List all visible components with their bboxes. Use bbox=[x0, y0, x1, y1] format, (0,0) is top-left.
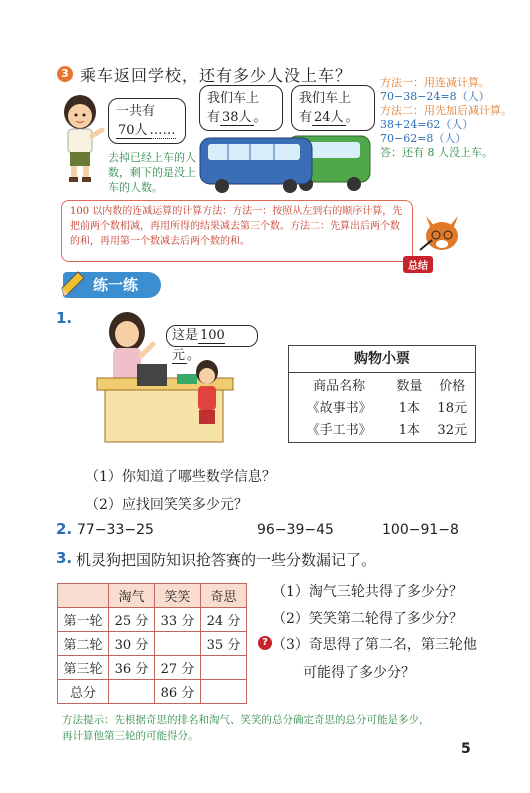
method2-calc2: 70−62=8（人） bbox=[380, 132, 467, 145]
score-header-cell: 笑笑 bbox=[155, 584, 201, 608]
q3-sub1: （1）淘气三轮共得了多少分？ bbox=[272, 584, 463, 600]
score-cell: 第一轮 bbox=[58, 608, 109, 632]
q1-number: 1. bbox=[56, 309, 73, 327]
score-header-cell: 淘气 bbox=[109, 584, 155, 608]
price-speech-bubble bbox=[166, 325, 258, 363]
bubble-total-line1: 一共有 bbox=[116, 104, 156, 119]
methods-panel bbox=[380, 76, 515, 160]
total-dots: …… bbox=[149, 123, 176, 138]
bus1-people-value: 38人 bbox=[222, 110, 252, 125]
q1-sub2: （2）应找回笑笑多少元？ bbox=[85, 497, 248, 513]
score-cell bbox=[109, 680, 155, 704]
score-cell: 第二轮 bbox=[58, 632, 109, 656]
score-header-cell bbox=[58, 584, 109, 608]
score-cell bbox=[201, 656, 247, 680]
q3-number: 3. bbox=[56, 549, 73, 567]
bus1-line1: 我们车上 bbox=[207, 91, 260, 106]
question-mark-icon: ? bbox=[258, 636, 272, 650]
q2-expression: 96−39−45 bbox=[257, 522, 334, 538]
bus1-suffix: 。 bbox=[253, 110, 267, 125]
practice-heading-label: 练一练 bbox=[93, 276, 139, 294]
q3-sub3-line1: （3）奇思得了第二名，第三轮他 bbox=[272, 637, 477, 653]
score-header-cell: 奇思 bbox=[201, 584, 247, 608]
receipt-cell: 1本 bbox=[398, 422, 420, 438]
receipt-header-cell: 价格 bbox=[439, 378, 466, 394]
score-cell: 33 分 bbox=[155, 608, 201, 632]
score-cell: 36 分 bbox=[109, 656, 155, 680]
q3-text: 机灵狗把国防知识抢答赛的一些分数漏记了。 bbox=[76, 551, 377, 569]
score-cell: 25 分 bbox=[109, 608, 155, 632]
buses-illustration bbox=[198, 128, 374, 194]
score-cell bbox=[155, 632, 201, 656]
score-cell: 27 分 bbox=[155, 656, 201, 680]
receipt-cell: 《故事书》 bbox=[306, 400, 372, 416]
receipt-header-cell: 商品名称 bbox=[313, 378, 366, 394]
speech-suffix: 。 bbox=[187, 348, 201, 363]
bus2-line1: 我们车上 bbox=[299, 91, 352, 106]
q3-sub2: （2）笑笑第二轮得了多少分？ bbox=[272, 611, 463, 627]
q3-sub3-line2: 可能得了多少分？ bbox=[303, 665, 415, 681]
bus2-speech-bubble bbox=[291, 85, 375, 131]
bus1-speech-bubble bbox=[199, 85, 283, 131]
receipt-header-cell: 数量 bbox=[396, 378, 423, 394]
shopping-receipt bbox=[288, 345, 476, 443]
q2-number: 2. bbox=[56, 520, 73, 538]
receipt-cell: 32元 bbox=[437, 422, 467, 438]
hint-line1: 方法提示：先根据奇思的排名和淘气、笑笑的总分确定奇思的总分可能是多少， bbox=[62, 714, 430, 726]
score-cell: 总分 bbox=[58, 680, 109, 704]
answer-text: 答：还有 8 人没上车。 bbox=[380, 146, 493, 159]
summary-box: 100 以内数的连减运算的计算方法：方法一：按照从左到右的顺序计算，先把前两个数相减，再用所得的结果减去第三个数。方法二：先算出后两个数的和，再用第一个数减去后两个数的和。 bbox=[61, 200, 413, 262]
receipt-table bbox=[289, 373, 475, 439]
score-cell: 24 分 bbox=[201, 608, 247, 632]
receipt-title: 购物小票 bbox=[289, 346, 475, 373]
receipt-header-row bbox=[289, 373, 475, 395]
score-cell: 86 分 bbox=[155, 680, 201, 704]
score-cell: 35 分 bbox=[201, 632, 247, 656]
bubble-total-line2 bbox=[116, 121, 178, 140]
total-people-value: 70人 bbox=[118, 123, 148, 138]
remaining-note: 去掉已经上车的人数，剩下的是没上车的人数。 bbox=[108, 151, 196, 194]
bus2-suffix: 。 bbox=[345, 110, 359, 125]
bus1-line2 bbox=[207, 108, 275, 127]
page-number: 5 bbox=[461, 741, 471, 757]
receipt-row bbox=[289, 417, 475, 439]
q2-expression: 100−91−8 bbox=[382, 522, 459, 538]
fox-mascot-illustration bbox=[418, 210, 473, 260]
method-hint bbox=[62, 712, 492, 744]
method1-calc: 70−38−24=8（人） bbox=[380, 90, 490, 103]
bus2-people-value: 24人 bbox=[314, 110, 344, 125]
speech-prefix: 这是 bbox=[172, 328, 199, 343]
score-row bbox=[58, 632, 247, 656]
summary-tag: 总结 bbox=[403, 256, 433, 273]
boy-illustration bbox=[55, 92, 105, 184]
score-row bbox=[58, 608, 247, 632]
score-header-row bbox=[58, 584, 247, 608]
hint-line2: 再计算他第三轮的可能得分。 bbox=[62, 730, 199, 742]
method2-calc1: 38+24=62（人） bbox=[380, 118, 474, 131]
score-cell bbox=[201, 680, 247, 704]
speech-amount: 100 元 bbox=[172, 328, 225, 363]
example-number-badge: 3 bbox=[57, 66, 73, 82]
method1-title: 方法一：用连减计算。 bbox=[380, 76, 490, 89]
pencil-icon bbox=[58, 268, 86, 300]
bus2-line2 bbox=[299, 108, 367, 127]
bus1-prefix: 有 bbox=[207, 110, 221, 125]
q1-sub1: （1）你知道了哪些数学信息？ bbox=[85, 469, 276, 485]
example-question: 乘车返回学校，还有多少人没上车？ bbox=[80, 66, 353, 85]
total-speech-bubble bbox=[108, 98, 186, 144]
score-cell: 30 分 bbox=[109, 632, 155, 656]
receipt-cell: 18元 bbox=[437, 400, 467, 416]
bus2-prefix: 有 bbox=[299, 110, 313, 125]
score-row bbox=[58, 680, 247, 704]
score-table bbox=[57, 583, 247, 704]
q2-expression: 77−33−25 bbox=[77, 522, 154, 538]
receipt-cell: 《手工书》 bbox=[306, 422, 372, 438]
receipt-cell: 1本 bbox=[398, 400, 420, 416]
receipt-row bbox=[289, 395, 475, 417]
method2-title: 方法二：用先加后减计算。 bbox=[380, 104, 512, 117]
score-cell: 第三轮 bbox=[58, 656, 109, 680]
score-row bbox=[58, 656, 247, 680]
